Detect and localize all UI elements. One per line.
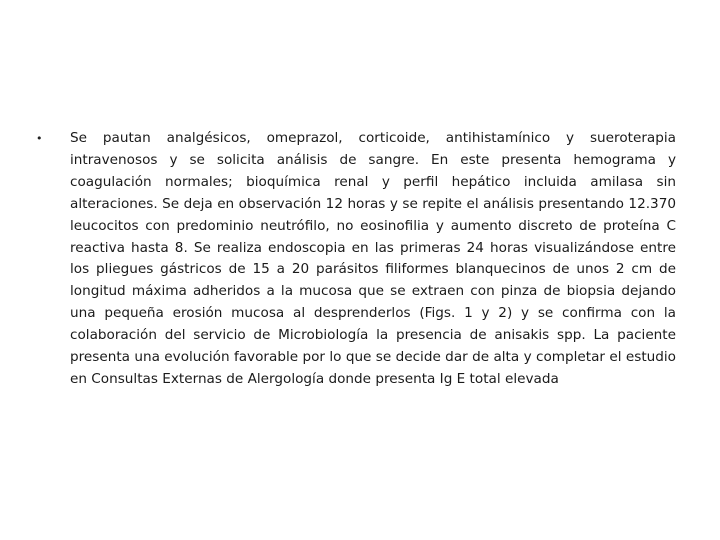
clinical-case-paragraph: Se pautan analgésicos, omeprazol, corticoide, antihistamínico y sueroterapia intravenosos y se solicita análisis de sangre. En este presenta hemograma y coagulación normales; bioquímica renal y perfil hepático incluida amilasa sin alteraciones. Se deja en observación 12 horas y se repite el análisis presentando 12.370 leucocitos con predominio neutrófilo, no eosinofilia y aumento discreto de proteína C reactiva hasta 8. Se realiza endoscopia en las primeras 24 horas visualizándose entre los pliegues gástricos de 15 a 20 parásitos filiformes blanquecinos de unos 2 cm de longitud máxima adheridos a la mucosa que se extraen con pinza de biopsia dejando una pequeña erosión mucosa al desprenderlos (Figs. 1 y 2) y se confirma con la colaboración del servicio de Microbiología la presencia de anisakis spp. La paciente presenta una evolución favorable por lo que se decide dar de alta y completar el estudio en Consultas Externas de Alergología donde presenta Ig E total elevada bbox=[70, 130, 676, 387]
bullet-list-item bbox=[36, 128, 676, 391]
bullet-icon: • bbox=[36, 132, 43, 145]
